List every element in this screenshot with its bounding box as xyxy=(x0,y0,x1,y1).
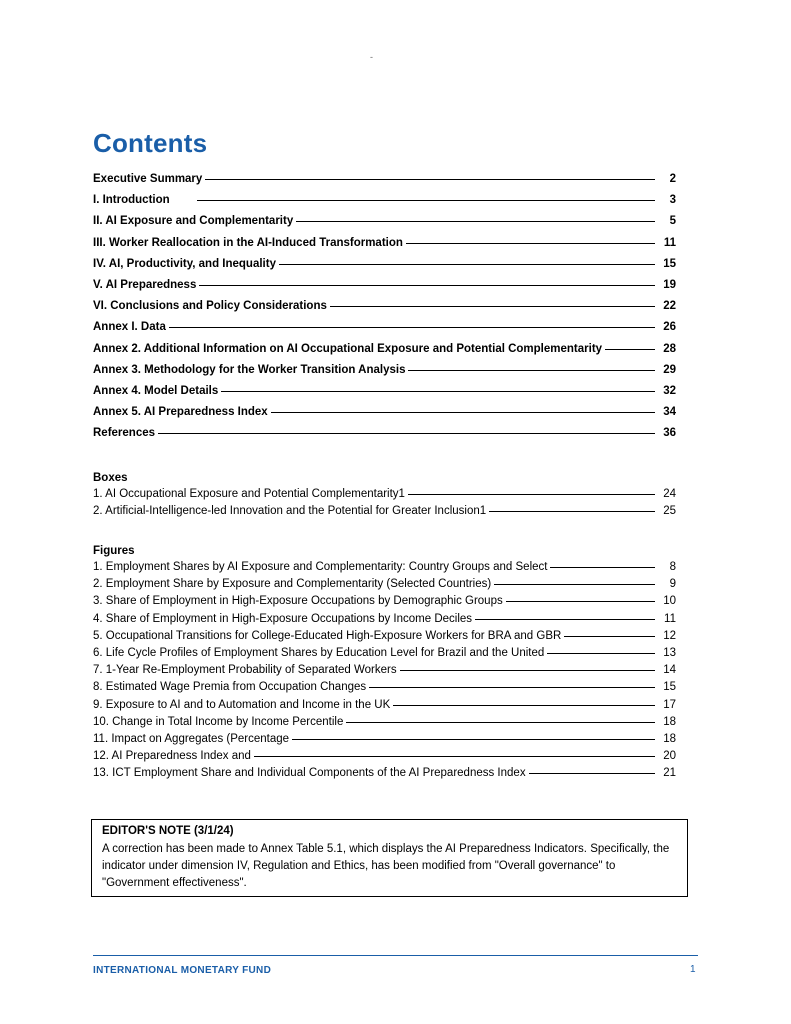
toc-entry-page: 28 xyxy=(663,342,676,355)
toc-entry-page: 15 xyxy=(663,257,676,270)
figure-leader xyxy=(506,601,655,602)
toc-entry-page: 2 xyxy=(669,173,676,185)
editors-note-heading: EDITOR'S NOTE (3/1/24) xyxy=(102,825,234,837)
figure-entry-label: 6. Life Cycle Profiles of Employment Shares by Education Level for Brazil and the United xyxy=(93,646,545,659)
box-entry[interactable] xyxy=(93,505,676,522)
toc-entry-page: 3 xyxy=(669,194,676,207)
figure-leader xyxy=(564,636,655,637)
figure-leader xyxy=(550,567,655,568)
toc-leader xyxy=(406,243,655,244)
toc-entry[interactable] xyxy=(93,300,676,321)
toc-leader xyxy=(279,264,655,265)
toc-entry-page: 29 xyxy=(663,363,676,376)
box-entry-page: 25 xyxy=(663,505,676,518)
box-entry-page: 24 xyxy=(663,488,676,500)
figure-entry[interactable] xyxy=(93,750,676,767)
toc-entry-label: II. AI Exposure and Complementarity xyxy=(93,215,294,228)
toc-leader xyxy=(271,412,655,413)
toc-entry-page: 32 xyxy=(663,384,676,397)
toc-entry[interactable] xyxy=(93,427,676,448)
toc-entry[interactable] xyxy=(93,279,676,300)
figure-entry[interactable] xyxy=(93,664,676,681)
box-leader xyxy=(408,494,655,495)
toc-leader xyxy=(197,200,655,201)
footer-organization: INTERNATIONAL MONETARY FUND xyxy=(93,965,272,976)
figure-leader xyxy=(475,619,655,620)
toc-entry-page: 19 xyxy=(663,278,676,291)
figure-entry-label: 10. Change in Total Income by Income Percentile xyxy=(93,715,344,728)
figure-entry-page: 17 xyxy=(663,698,676,711)
figure-leader xyxy=(393,705,655,706)
figure-leader xyxy=(292,739,655,740)
toc-leader xyxy=(296,221,655,222)
figure-entry-page: 11 xyxy=(664,612,676,625)
toc-entry-page: 34 xyxy=(663,406,676,419)
figure-entry-page: 21 xyxy=(663,767,676,780)
figure-entry[interactable] xyxy=(93,733,676,750)
figure-leader xyxy=(346,722,655,723)
toc-entry-label: IV. AI, Productivity, and Inequality xyxy=(93,257,276,270)
toc-entry-page: 22 xyxy=(663,300,676,313)
figure-entry-page: 18 xyxy=(663,715,676,728)
figure-entry[interactable] xyxy=(93,613,676,630)
toc-entry-label: Annex 5. AI Preparedness Index xyxy=(93,406,268,419)
figure-entry-page: 12 xyxy=(663,629,676,642)
figure-entry-page: 8 xyxy=(669,561,676,573)
toc-entry[interactable] xyxy=(93,321,676,342)
toc-entry[interactable] xyxy=(93,173,676,194)
figure-entry[interactable] xyxy=(93,716,676,733)
box-entry[interactable] xyxy=(93,488,676,505)
editors-note-box xyxy=(91,819,688,897)
figure-entry-label: 5. Occupational Transitions for College-Educated High-Exposure Workers for BRA and GBR xyxy=(93,629,562,642)
footer-page-number: 1 xyxy=(690,964,696,975)
figure-entry-label: 8. Estimated Wage Premia from Occupation Changes xyxy=(93,681,367,694)
toc-entry-label: V. AI Preparedness xyxy=(93,278,197,291)
toc-entry-label: References xyxy=(93,427,156,440)
figure-entry[interactable] xyxy=(93,630,676,647)
toc-entry-label: VI. Conclusions and Policy Considerations xyxy=(93,300,327,313)
figure-leader xyxy=(547,653,655,654)
header-mark: - xyxy=(370,52,373,62)
toc-leader xyxy=(605,349,655,350)
toc-entry-label: III. Worker Reallocation in the AI-Induced Transformation xyxy=(93,236,403,249)
toc-entry[interactable] xyxy=(93,194,676,215)
boxes-list xyxy=(93,488,676,522)
figure-leader xyxy=(254,756,655,757)
figure-entry-label: 3. Share of Employment in High-Exposure Occupations by Demographic Groups xyxy=(93,595,503,608)
toc-leader xyxy=(408,370,655,371)
figure-entry-page: 14 xyxy=(663,664,676,677)
figure-entry[interactable] xyxy=(93,561,676,578)
figure-entry-label: 13. ICT Employment Share and Individual Components of the AI Preparedness Index xyxy=(93,767,526,780)
table-of-contents xyxy=(93,173,676,448)
toc-entry-label: Annex I. Data xyxy=(93,321,166,334)
toc-entry[interactable] xyxy=(93,237,676,258)
toc-leader xyxy=(205,179,655,180)
figures-list xyxy=(93,561,676,784)
box-leader xyxy=(489,511,655,512)
toc-leader xyxy=(221,391,655,392)
toc-leader xyxy=(330,306,655,307)
figure-leader xyxy=(400,670,655,671)
figure-entry[interactable] xyxy=(93,767,676,784)
toc-entry-label: Annex 2. Additional Information on AI Occupational Exposure and Potential Complementarity xyxy=(93,342,603,355)
figure-entry-label: 2. Employment Share by Exposure and Complementarity (Selected Countries) xyxy=(93,578,492,591)
figure-entry[interactable] xyxy=(93,595,676,612)
toc-entry[interactable] xyxy=(93,215,676,236)
figure-entry-label: 4. Share of Employment in High-Exposure Occupations by Income Deciles xyxy=(93,612,473,625)
editors-note-body: A correction has been made to Annex Table 5.1, which displays the AI Preparedness Indicators. Specifically, the indicator under dimension IV, Regulation and Ethics, has been modified from "Overall governance" to "Government effectiveness". xyxy=(102,843,670,889)
toc-entry[interactable] xyxy=(93,385,676,406)
figure-entry-page: 9 xyxy=(669,578,676,591)
figure-entry-label: 9. Exposure to AI and to Automation and Income in the UK xyxy=(93,698,391,711)
toc-entry[interactable] xyxy=(93,364,676,385)
toc-entry[interactable] xyxy=(93,343,676,364)
toc-leader xyxy=(158,433,655,434)
footer-rule xyxy=(93,955,698,956)
box-entry-label: 1. AI Occupational Exposure and Potential Complementarity1 xyxy=(93,488,405,500)
figure-entry-page: 20 xyxy=(663,750,676,763)
toc-entry-label: Annex 4. Model Details xyxy=(93,384,219,397)
figure-entry-label: 7. 1-Year Re-Employment Probability of Separated Workers xyxy=(93,664,397,677)
figure-entry-label: 12. AI Preparedness Index and xyxy=(93,750,251,763)
toc-entry-label: Annex 3. Methodology for the Worker Transition Analysis xyxy=(93,363,406,376)
toc-entry[interactable] xyxy=(93,258,676,279)
figure-entry[interactable] xyxy=(93,681,676,698)
figure-entry-page: 18 xyxy=(663,732,676,745)
toc-entry-label: I. Introduction xyxy=(93,194,170,207)
figure-entry-page: 15 xyxy=(663,681,676,694)
figure-entry[interactable] xyxy=(93,578,676,595)
toc-entry-page: 36 xyxy=(663,427,676,440)
toc-entry-label: Executive Summary xyxy=(93,173,203,185)
figure-entry-page: 13 xyxy=(663,646,676,659)
figure-leader xyxy=(369,687,655,688)
toc-entry-page: 26 xyxy=(663,321,676,334)
toc-leader xyxy=(169,327,655,328)
boxes-heading: Boxes xyxy=(93,472,128,484)
figure-entry[interactable] xyxy=(93,699,676,716)
figures-heading: Figures xyxy=(93,545,135,557)
figure-entry-label: 11. Impact on Aggregates (Percentage xyxy=(93,732,290,745)
toc-entry-page: 11 xyxy=(663,236,676,249)
toc-entry[interactable] xyxy=(93,406,676,427)
toc-entry-page: 5 xyxy=(669,215,676,228)
figure-entry-page: 10 xyxy=(663,595,676,608)
figure-entry-label: 1. Employment Shares by AI Exposure and Complementarity: Country Groups and Select xyxy=(93,561,548,573)
figure-entry[interactable] xyxy=(93,647,676,664)
figure-leader xyxy=(529,773,655,774)
page-title: Contents xyxy=(93,128,208,158)
box-entry-label: 2. Artificial-Intelligence-led Innovation and the Potential for Greater Inclusion1 xyxy=(93,505,487,518)
toc-leader xyxy=(199,285,655,286)
figure-leader xyxy=(494,584,655,585)
